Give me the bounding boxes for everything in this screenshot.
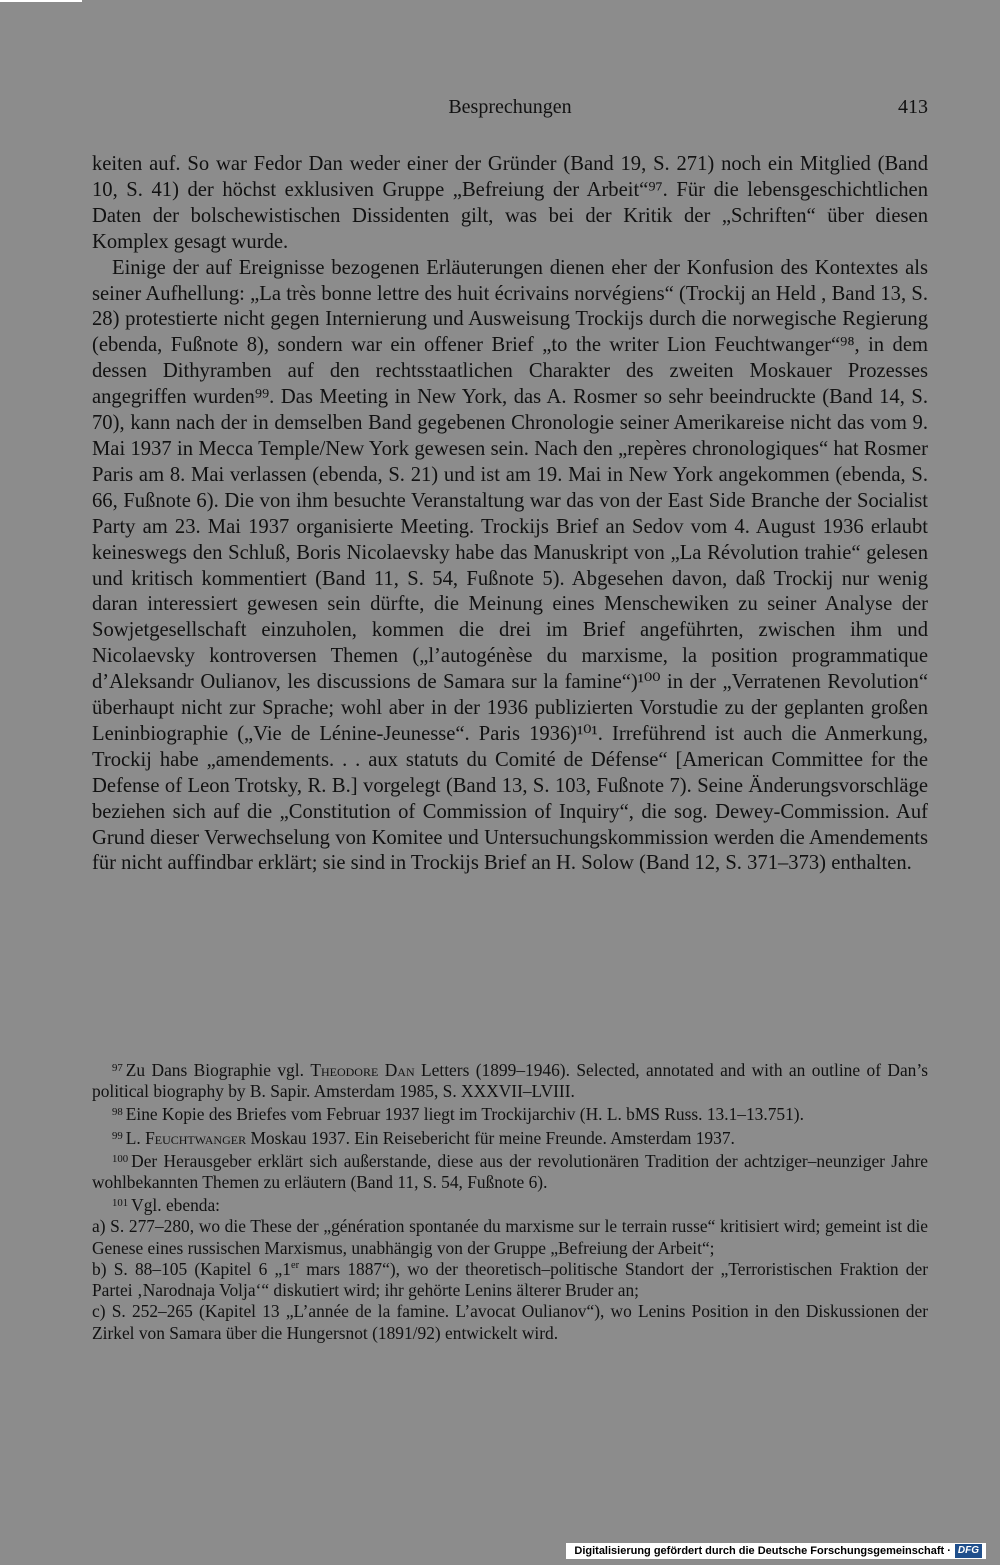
footnote-number: 98 bbox=[112, 1106, 123, 1119]
author-name: Theodore Dan bbox=[310, 1059, 415, 1080]
banner-text: Digitalisierung gefördert durch die Deutsche Forschungsgemeinschaft · bbox=[574, 1545, 951, 1557]
footnote-99: $^{99}$ L. Feuchtwanger Moskau 1937. Ein Reisebericht für meine Freunde. Amsterdam 1937. bbox=[112, 1127, 735, 1148]
author-name: Feuchtwanger bbox=[145, 1127, 247, 1148]
page-number: 413 bbox=[898, 96, 928, 118]
footnote-number: 99 bbox=[112, 1129, 123, 1142]
dfg-logo-icon: DFG bbox=[955, 1544, 982, 1558]
footnote-101-item-b: b) S. 88–105 (Kapitel 6 „1er mars 1887“), wo der theoretisch–politische Standort der „Terroristischen Fraktion der Partei ‚Narodnaja Volja‘“ diskutiert wird; ihr gehörte Lenins älterer Bruder an; bbox=[92, 1258, 928, 1301]
footnote-101: $^{101}$ Vgl. ebenda: bbox=[112, 1195, 221, 1215]
footnotes bbox=[92, 1058, 928, 1344]
page-header bbox=[92, 96, 928, 126]
main-text bbox=[92, 152, 928, 877]
paragraph-2: Einige der auf Ereignisse bezogenen Erläuterungen dienen eher der Konfusion des Kontextes als seiner Aufhellung: „La très bonne lettre des huit écrivains norvégiens“ (Trockij an Held , Band 13, S. 28) protestierte nicht gegen Internierung und Ausweisung Trockijs durch die norwegische Regierung (ebenda, Fußnote 8), sondern war ein offener Brief „to the writer Lion Feuchtwanger“⁹⁸, in dem dessen Dithyramben auf den rechtsstaatlichen Charakter des zweiten Moskauer Prozesses angegriffen wurden⁹⁹. Das Meeting in New York, das A. Rosmer so sehr beeindruckte (Band 14, S. 70), kann nach der in demselben Band gegebenen Chronologie seiner Amerikareise nicht das vom 9. Mai 1937 in Mecca Temple/New York gewesen sein. Nach den „repères chronologiques“ hat Rosmer Paris am 8. Mai verlassen (ebenda, S. 21) und ist am 19. Mai in New York angekommen (ebenda, S. 66, Fußnote 6). Die von ihm besuchte Veranstaltung war das von der East Side Branche der Socialist Party am 23. Mai 1937 organisierte Meeting. Trockijs Brief an Sedov vom 4. August 1936 erlaubt keineswegs den Schluß, Boris Nicolaevsky habe das Manuskript von „La Révolution trahie“ gelesen und kritisch kommentiert (Band 11, S. 54, Fußnote 5). Abgesehen davon, daß Trockij nur wenig daran interessiert gewesen sein dürfte, die Meinung eines Menschewiken zu seiner Analyse der Sowjetgesellschaft einzuholen, kommen die drei im Brief angeführten, zwischen ihm und Nicolaevsky kontroversen Themen („l’autogénèse du marxisme, la position programmatique d’Aleksandr Oulianov, les discussions de Samara sur la famine“)¹⁰⁰ in der „Verratenen Revolution“ überhaupt nicht zur Sprache; wohl aber in der 1936 publizierten Vorstudie zu der geplanten großen Leninbiographie („Vie de Lénine-Jeunesse“. Paris 1936)¹⁰¹. Irreführend ist auch die Anmerkung, Trockij habe „amendements. . . aux statuts du Comité de Défense“ [American Committee for the Defense of Leon Trotsky, R. B.] vorgelegt (Band 13, S. 103, Fußnote 7). Seine Änderungsvorschläge beziehen sich auf die „Constitution of Commission of Inquiry“, die sog. Dewey-Commission. Auf Grund dieser Verwechselung von Komitee und Untersuchungskommission werden die Amendements für nicht auffindbar erklärt; sie sind in Trockijs Brief an H. Solow (Band 12, S. 371–373) enthalten. bbox=[92, 256, 928, 875]
footnote-100: $^{100}$ Der Herausgeber erklärt sich außerstande, diese aus der revolutionären Tradition der achtziger–neunziger Jahre wohlbekannten Themen zu erläutern (Band 11, S. 54, Fußnote 6). bbox=[92, 1150, 928, 1192]
footnote-number: 100 bbox=[112, 1152, 129, 1165]
footnote-number: 97 bbox=[112, 1062, 123, 1074]
running-head: Besprechungen bbox=[448, 96, 572, 118]
dfg-funding-banner bbox=[566, 1543, 986, 1559]
footnote-101-item-a: a) S. 277–280, wo die These der „génération spontanée du marxisme sur le terrain russe“ kritisiert wird; gemeint ist die Genese eines russischen Marxismus, unabhängig von der Gruppe „Befreiung der Arbeit“; bbox=[92, 1216, 928, 1258]
footnote-98: $^{98}$ Eine Kopie des Briefes vom Februar 1937 liegt im Trockijarchiv (H. L. bMS Russ. 13.1–13.751). bbox=[112, 1104, 804, 1125]
paragraph-1: keiten auf. So war Fedor Dan weder einer der Gründer (Band 19, S. 271) noch ein Mitglied (Band 10, S. 41) der höchst exklusiven Gruppe „Befreiung der Arbeit“⁹⁷. Für die lebensgeschichtlichen Daten der bolschewistischen Dissidenten gilt, was bei der Kritik der „Schriften“ über diesen Komplex gesagt wurde. bbox=[92, 153, 928, 253]
footnote-97: $^{97}$ Zu Dans Biographie vgl. Theodore Dan Letters (1899–1946). Selected, annotated and with an outline of Dan’s political biography by B. Sapir. Amsterdam 1985, S. XXXVII–LVIII. bbox=[92, 1059, 928, 1102]
top-edge-line bbox=[0, 0, 82, 2]
footnote-101-item-c: c) S. 252–265 (Kapitel 13 „L’année de la famine. L’avocat Oulianov“), wo Lenins Position in den Diskussionen der Zirkel von Samara über die Hungersnot (1891/92) entwickelt wird. bbox=[92, 1301, 928, 1343]
footnote-number: 101 bbox=[112, 1197, 129, 1210]
